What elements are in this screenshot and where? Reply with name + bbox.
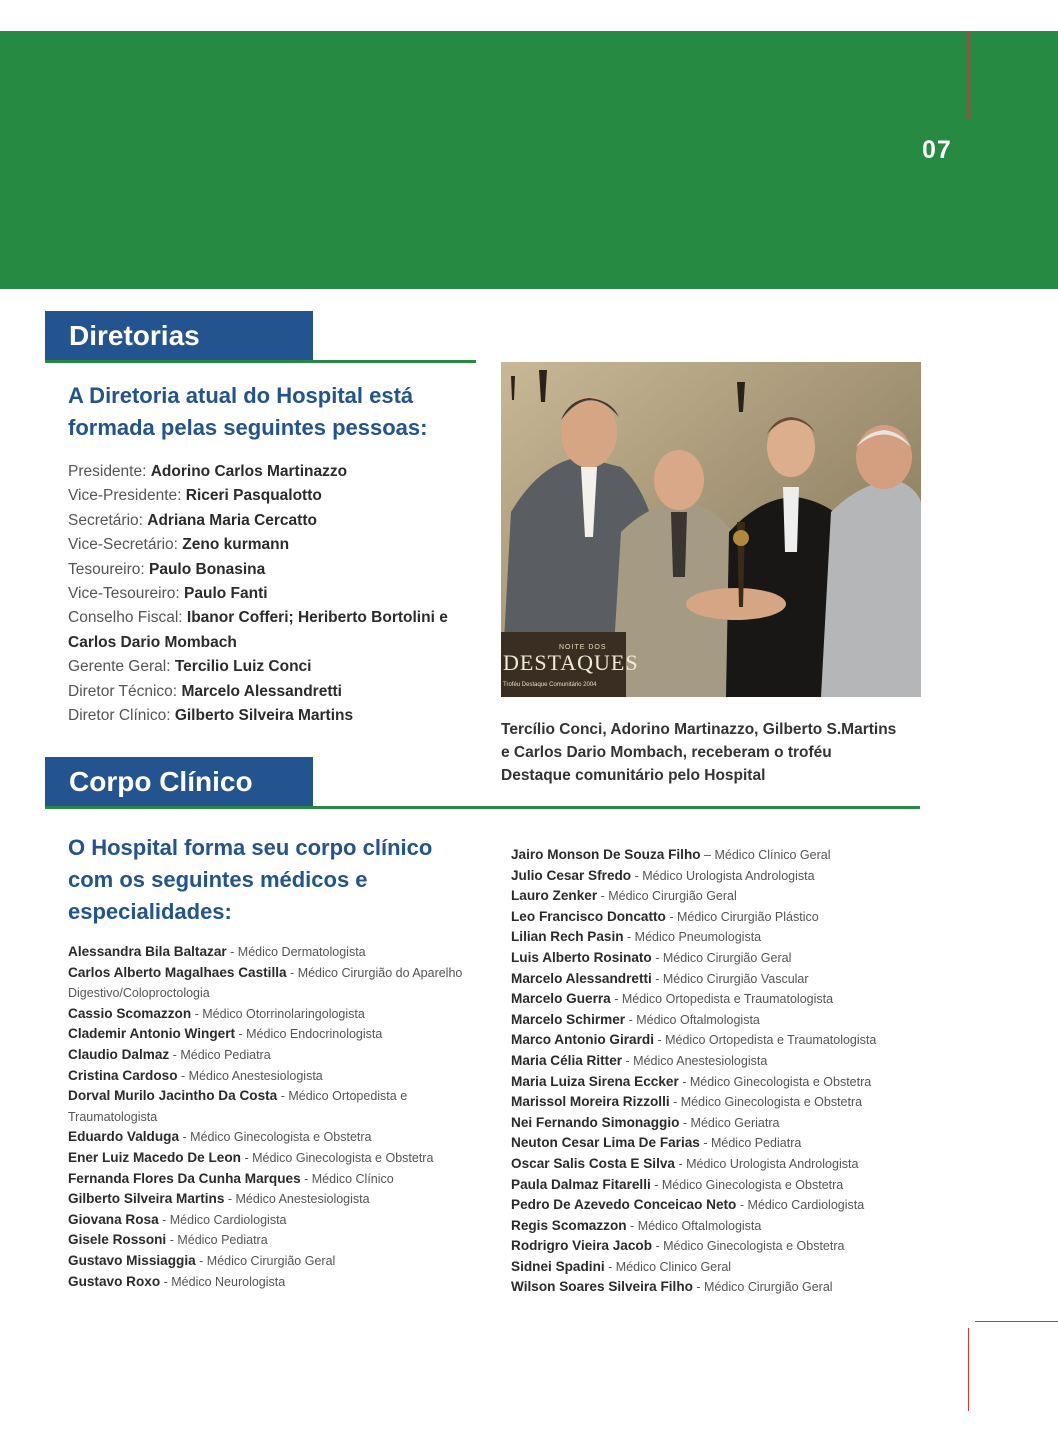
doctor-name: Gustavo Missiaggia <box>68 1252 196 1268</box>
doctor-name: Clademir Antonio Wingert <box>68 1026 236 1042</box>
doctor-separator: - <box>699 1136 711 1151</box>
doctor-specialty: Médico Anestesiologista <box>188 1068 323 1083</box>
board-member <box>68 509 480 533</box>
doctor-separator: - <box>650 1177 662 1192</box>
board-member <box>68 704 480 728</box>
board-member-name: Marcelo Alessandretti <box>181 682 342 700</box>
doctor-entry <box>68 1230 468 1251</box>
doctor-separator: - <box>654 1033 666 1048</box>
board-member <box>68 680 480 704</box>
doctor-name: Marco Antonio Girardi <box>511 1032 654 1048</box>
board-member-name: Paulo Fanti <box>184 585 268 603</box>
doctor-specialty: Médico Cirurgião Geral <box>206 1253 336 1268</box>
doctor-separator: - <box>651 971 663 986</box>
doctor-entry <box>511 948 931 969</box>
doctor-entry <box>68 1004 468 1025</box>
doctor-separator: - <box>678 1074 690 1089</box>
doctor-separator: – <box>700 848 715 862</box>
doctor-name: Wilson Soares Silveira Filho <box>511 1279 693 1295</box>
doctor-specialty: Médico Anestesiologista <box>633 1053 768 1068</box>
doctor-name: Paula Dalmaz Fitarelli <box>511 1176 651 1192</box>
doctor-specialty: Médico Cardiologista <box>169 1212 287 1227</box>
board-member <box>68 582 480 606</box>
doctor-entry <box>68 1272 468 1293</box>
doctor-separator: - <box>631 868 643 883</box>
crop-mark <box>975 1321 1058 1322</box>
doctor-entry <box>511 1113 931 1134</box>
doctor-entry <box>511 907 931 928</box>
doctor-entry <box>511 1092 931 1113</box>
doctor-specialty: Médico Ortopedista e Traumatologista <box>621 992 834 1007</box>
doctor-name: Pedro De Azevedo Conceicao Neto <box>511 1197 737 1213</box>
doctor-specialty: Médico Dermatologista <box>237 945 366 959</box>
doctor-separator: - <box>158 1212 170 1227</box>
doctor-specialty: Médico Anestesiologista <box>235 1192 370 1207</box>
doctor-entry <box>511 1051 931 1072</box>
doctor-separator: - <box>625 1012 637 1027</box>
award-sign-line3: Troféu Destaque Comunitário 2004 <box>503 682 597 688</box>
doctor-entry <box>511 1216 931 1237</box>
doctor-name: Claudio Dalmaz <box>68 1046 170 1062</box>
doctor-name: Dorval Murilo Jacintho Da Costa <box>68 1088 278 1104</box>
doctor-specialty: Médico Urologista Andrologista <box>686 1156 859 1171</box>
doctor-entry <box>68 1024 468 1045</box>
doctor-separator: - <box>277 1089 289 1104</box>
doctor-separator: - <box>674 1156 687 1171</box>
doctor-name: Gisele Rossoni <box>68 1232 167 1248</box>
corpo-clinico-heading-line: com os seguintes médicos e <box>68 867 368 892</box>
doctor-specialty: Médico Oftalmologista <box>637 1218 762 1233</box>
board-member <box>68 460 480 484</box>
doctor-separator: - <box>604 1259 616 1274</box>
doctor-name: Cassio Scomazzon <box>68 1005 192 1021</box>
doctor-name: Gustavo Roxo <box>68 1273 161 1289</box>
doctor-specialty: Médico Cirurgião Vascular <box>662 971 809 986</box>
doctor-name: Gilberto Silveira Martins <box>68 1191 225 1207</box>
doctor-name: Leo Francisco Doncatto <box>511 908 666 924</box>
section-rule <box>45 360 476 363</box>
board-member-role: Vice-Secretário: <box>68 536 178 554</box>
doctor-entry <box>511 866 931 887</box>
crop-mark <box>968 31 969 120</box>
doctor-separator: - <box>166 1233 178 1248</box>
diretorias-heading-line: A Diretoria atual do Hospital está <box>68 383 414 408</box>
doctor-entry <box>68 1127 468 1148</box>
doctor-entry <box>511 927 931 948</box>
doctor-specialty: Médico Pediatra <box>180 1047 271 1062</box>
doctor-entry <box>511 1133 931 1154</box>
doctor-name: Marcelo Guerra <box>511 991 611 1007</box>
doctor-specialty: Médico Pneumologista <box>634 930 762 945</box>
board-member-role: Presidente: <box>68 463 147 480</box>
doctor-separator: - <box>160 1274 172 1289</box>
doctor-entry <box>68 1066 468 1087</box>
corpo-clinico-heading-line: O Hospital forma seu corpo clínico <box>68 835 433 860</box>
doctor-specialty: Médico Cirurgião Geral <box>608 889 737 904</box>
doctor-separator: - <box>179 1130 191 1145</box>
doctor-name: Luis Alberto Rosinato <box>511 949 652 965</box>
doctor-entry <box>511 1195 931 1216</box>
doctor-specialty: Médico Ginecologista e Obstetra <box>252 1150 434 1165</box>
doctor-name: Julio Cesar Sfredo <box>511 867 632 883</box>
doctor-specialty: Médico Ortopedista e Traumatologista <box>68 1089 408 1124</box>
doctor-name: Rodrigro Vieira Jacob <box>511 1238 653 1254</box>
doctor-separator: - <box>240 1150 253 1165</box>
doctor-separator: - <box>652 1239 664 1254</box>
doctor-separator: - <box>669 1095 681 1110</box>
doctor-specialty: Médico Oftalmologista <box>636 1012 760 1027</box>
doctor-specialty: Médico Cirurgião Geral <box>662 950 792 965</box>
doctor-entry <box>511 1030 931 1051</box>
board-member-name: Paulo Bonasina <box>149 560 266 578</box>
doctor-specialty: Médico Cirurgião Plástico <box>676 909 819 924</box>
board-member <box>68 484 480 508</box>
doctor-specialty: Médico Ginecologista e Obstetra <box>689 1074 872 1089</box>
board-member <box>68 606 480 655</box>
doctor-name: Neuton Cesar Lima De Farias <box>511 1135 700 1151</box>
doctor-entry <box>511 969 931 990</box>
board-member-name: Adriana Maria Cercatto <box>147 511 317 529</box>
doctor-specialty: Médico Ginecologista e Obstetra <box>661 1177 844 1192</box>
doctor-separator: - <box>679 1115 691 1130</box>
page-number: 07 <box>922 136 952 164</box>
doctor-separator: - <box>665 909 677 924</box>
doctor-separator: - <box>235 1027 247 1042</box>
doctor-separator: - <box>300 1171 312 1186</box>
board-member-role: Gerente Geral: <box>68 658 171 676</box>
doctor-name: Lilian Rech Pasin <box>511 929 624 945</box>
section-tab-corpo-clinico: Corpo Clínico <box>45 757 313 807</box>
board-member-role: Diretor Técnico: <box>68 682 178 700</box>
doctor-name: Lauro Zenker <box>511 888 598 904</box>
doctor-name: Regis Scomazzon <box>511 1217 627 1233</box>
doctor-name: Maria Luiza Sirena Eccker <box>511 1073 679 1089</box>
doctor-name: Sidnei Spadini <box>511 1258 605 1274</box>
doctor-name: Maria Célia Ritter <box>511 1052 623 1068</box>
doctor-name: Eduardo Valduga <box>68 1129 180 1145</box>
doctor-entry <box>68 963 468 1004</box>
doctor-entry <box>68 1045 468 1066</box>
crop-mark <box>975 121 1058 122</box>
doctor-entry <box>68 1086 468 1127</box>
board-member-name: Riceri Pasqualotto <box>185 487 322 505</box>
board-member-name: Adorino Carlos Martinazzo <box>150 463 348 480</box>
doctor-separator: - <box>224 1192 236 1207</box>
doctor-name: Fernanda Flores Da Cunha Marques <box>68 1170 301 1186</box>
doctor-specialty: Médico Ortopedista e Traumatologista <box>665 1033 877 1048</box>
doctor-specialty: Médico Pediatra <box>710 1136 802 1151</box>
doctor-list-left <box>68 942 468 1292</box>
doctor-specialty: Médico Clínico Geral <box>714 848 831 862</box>
doctor-specialty: Médico Geriatra <box>690 1115 780 1130</box>
doctor-entry <box>68 1169 468 1190</box>
doctor-entry <box>511 1154 931 1175</box>
doctor-specialty: Médico Endocrinologista <box>246 1027 383 1042</box>
doctor-entry <box>68 1189 468 1210</box>
doctor-entry <box>511 1236 931 1257</box>
doctor-specialty: Médico Ginecologista e Obstetra <box>680 1095 863 1110</box>
doctor-separator: - <box>692 1280 705 1295</box>
doctor-specialty: Médico Cirurgião do Aparelho Digestivo/Coloproctologia <box>68 965 463 1001</box>
doctor-separator: - <box>623 930 635 945</box>
doctor-entry <box>511 1072 931 1093</box>
board-member-role: Tesoureiro: <box>68 560 145 578</box>
doctor-entry <box>511 1257 931 1278</box>
doctor-separator: - <box>651 950 663 965</box>
board-member-role: Vice-Presidente: <box>68 487 182 505</box>
award-photo <box>501 362 921 697</box>
doctor-name: Marissol Moreira Rizzolli <box>511 1094 670 1110</box>
board-member-role: Secretário: <box>68 511 143 529</box>
photo-caption: Tercílio Conci, Adorino Martinazzo, Gilberto S.Martins e Carlos Dario Mombach, receberam o troféu Destaque comunitário pelo Hospital <box>501 721 897 784</box>
doctor-name: Jairo Monson De Souza Filho <box>511 847 701 862</box>
doctor-specialty: Médico Neurologista <box>171 1274 286 1289</box>
doctor-entry <box>511 1175 931 1196</box>
doctor-name: Nei Fernando Simonaggio <box>511 1114 680 1130</box>
diretorias-heading-line: formada pelas seguintes pessoas: <box>68 415 428 440</box>
doctor-entry <box>68 1251 468 1272</box>
board-member-name: Tercilio Luiz Conci <box>174 658 312 676</box>
doctor-specialty: Médico Ginecologista e Obstetra <box>190 1130 372 1145</box>
doctor-entry <box>68 942 468 963</box>
board-member-role: Conselho Fiscal: <box>68 609 183 627</box>
doctor-name: Ener Luiz Macedo De Leon <box>68 1149 241 1165</box>
header-band <box>0 31 1058 289</box>
doctor-separator: - <box>622 1053 634 1068</box>
board-member <box>68 655 480 679</box>
doctor-separator: - <box>226 945 238 959</box>
doctor-entry <box>511 845 931 866</box>
doctor-entry <box>68 1210 468 1231</box>
corpo-clinico-heading-line: especialidades: <box>68 899 232 924</box>
doctor-separator: - <box>597 889 609 904</box>
doctor-entry <box>68 1148 468 1169</box>
doctor-separator: - <box>736 1198 748 1213</box>
board-member-role: Vice-Tesoureiro: <box>68 585 180 603</box>
doctor-specialty: Médico Otorrinolaringologista <box>202 1006 365 1021</box>
doctor-entry <box>511 1010 931 1031</box>
doctor-specialty: Médico Ginecologista e Obstetra <box>663 1239 845 1254</box>
doctor-specialty: Médico Clinico Geral <box>615 1259 732 1274</box>
doctor-name: Carlos Alberto Magalhaes Castilla <box>68 964 287 980</box>
doctor-specialty: Médico Pediatra <box>177 1233 268 1248</box>
board-member-role: Diretor Clínico: <box>68 707 171 725</box>
corpo-clinico-heading <box>68 832 432 928</box>
doctor-separator: - <box>169 1047 181 1062</box>
doctor-separator: - <box>191 1006 203 1021</box>
doctor-name: Marcelo Alessandretti <box>511 970 652 986</box>
doctor-separator: - <box>610 992 622 1007</box>
doctor-specialty: Médico Urologista Andrologista <box>642 868 815 883</box>
doctor-name: Alessandra Bila Baltazar <box>68 944 227 959</box>
doctor-list-right <box>511 845 931 1298</box>
board-list <box>68 460 480 728</box>
section-rule <box>45 806 920 809</box>
doctor-specialty: Médico Cardiologista <box>747 1198 865 1213</box>
doctor-name: Oscar Salis Costa E Silva <box>511 1155 675 1171</box>
doctor-entry <box>511 886 931 907</box>
doctor-separator: - <box>286 965 298 980</box>
board-member-name: Gilberto Silveira Martins <box>174 707 354 725</box>
award-sign-line2: DESTAQUES <box>503 650 639 675</box>
diretorias-heading <box>68 380 427 444</box>
doctor-name: Cristina Cardoso <box>68 1067 178 1083</box>
board-member <box>68 533 480 557</box>
board-member <box>68 558 480 582</box>
section-tab-diretorias: Diretorias <box>45 311 313 361</box>
doctor-separator: - <box>195 1253 207 1268</box>
board-member-name: Ibanor Cofferi; Heriberto Bortolini e Carlos Dario Mombach <box>68 609 448 651</box>
doctor-name: Giovana Rosa <box>68 1211 159 1227</box>
doctor-entry <box>511 989 931 1010</box>
board-member-name: Zeno kurmann <box>182 536 290 554</box>
doctor-specialty: Médico Clínico <box>311 1171 394 1186</box>
doctor-name: Marcelo Schirmer <box>511 1011 626 1027</box>
doctor-specialty: Médico Cirurgião Geral <box>704 1280 833 1295</box>
doctor-separator: - <box>177 1068 189 1083</box>
award-sign-line1: NOITE DOS <box>559 644 607 651</box>
crop-mark <box>968 1328 969 1411</box>
doctor-entry <box>511 1277 931 1298</box>
doctor-separator: - <box>626 1218 638 1233</box>
